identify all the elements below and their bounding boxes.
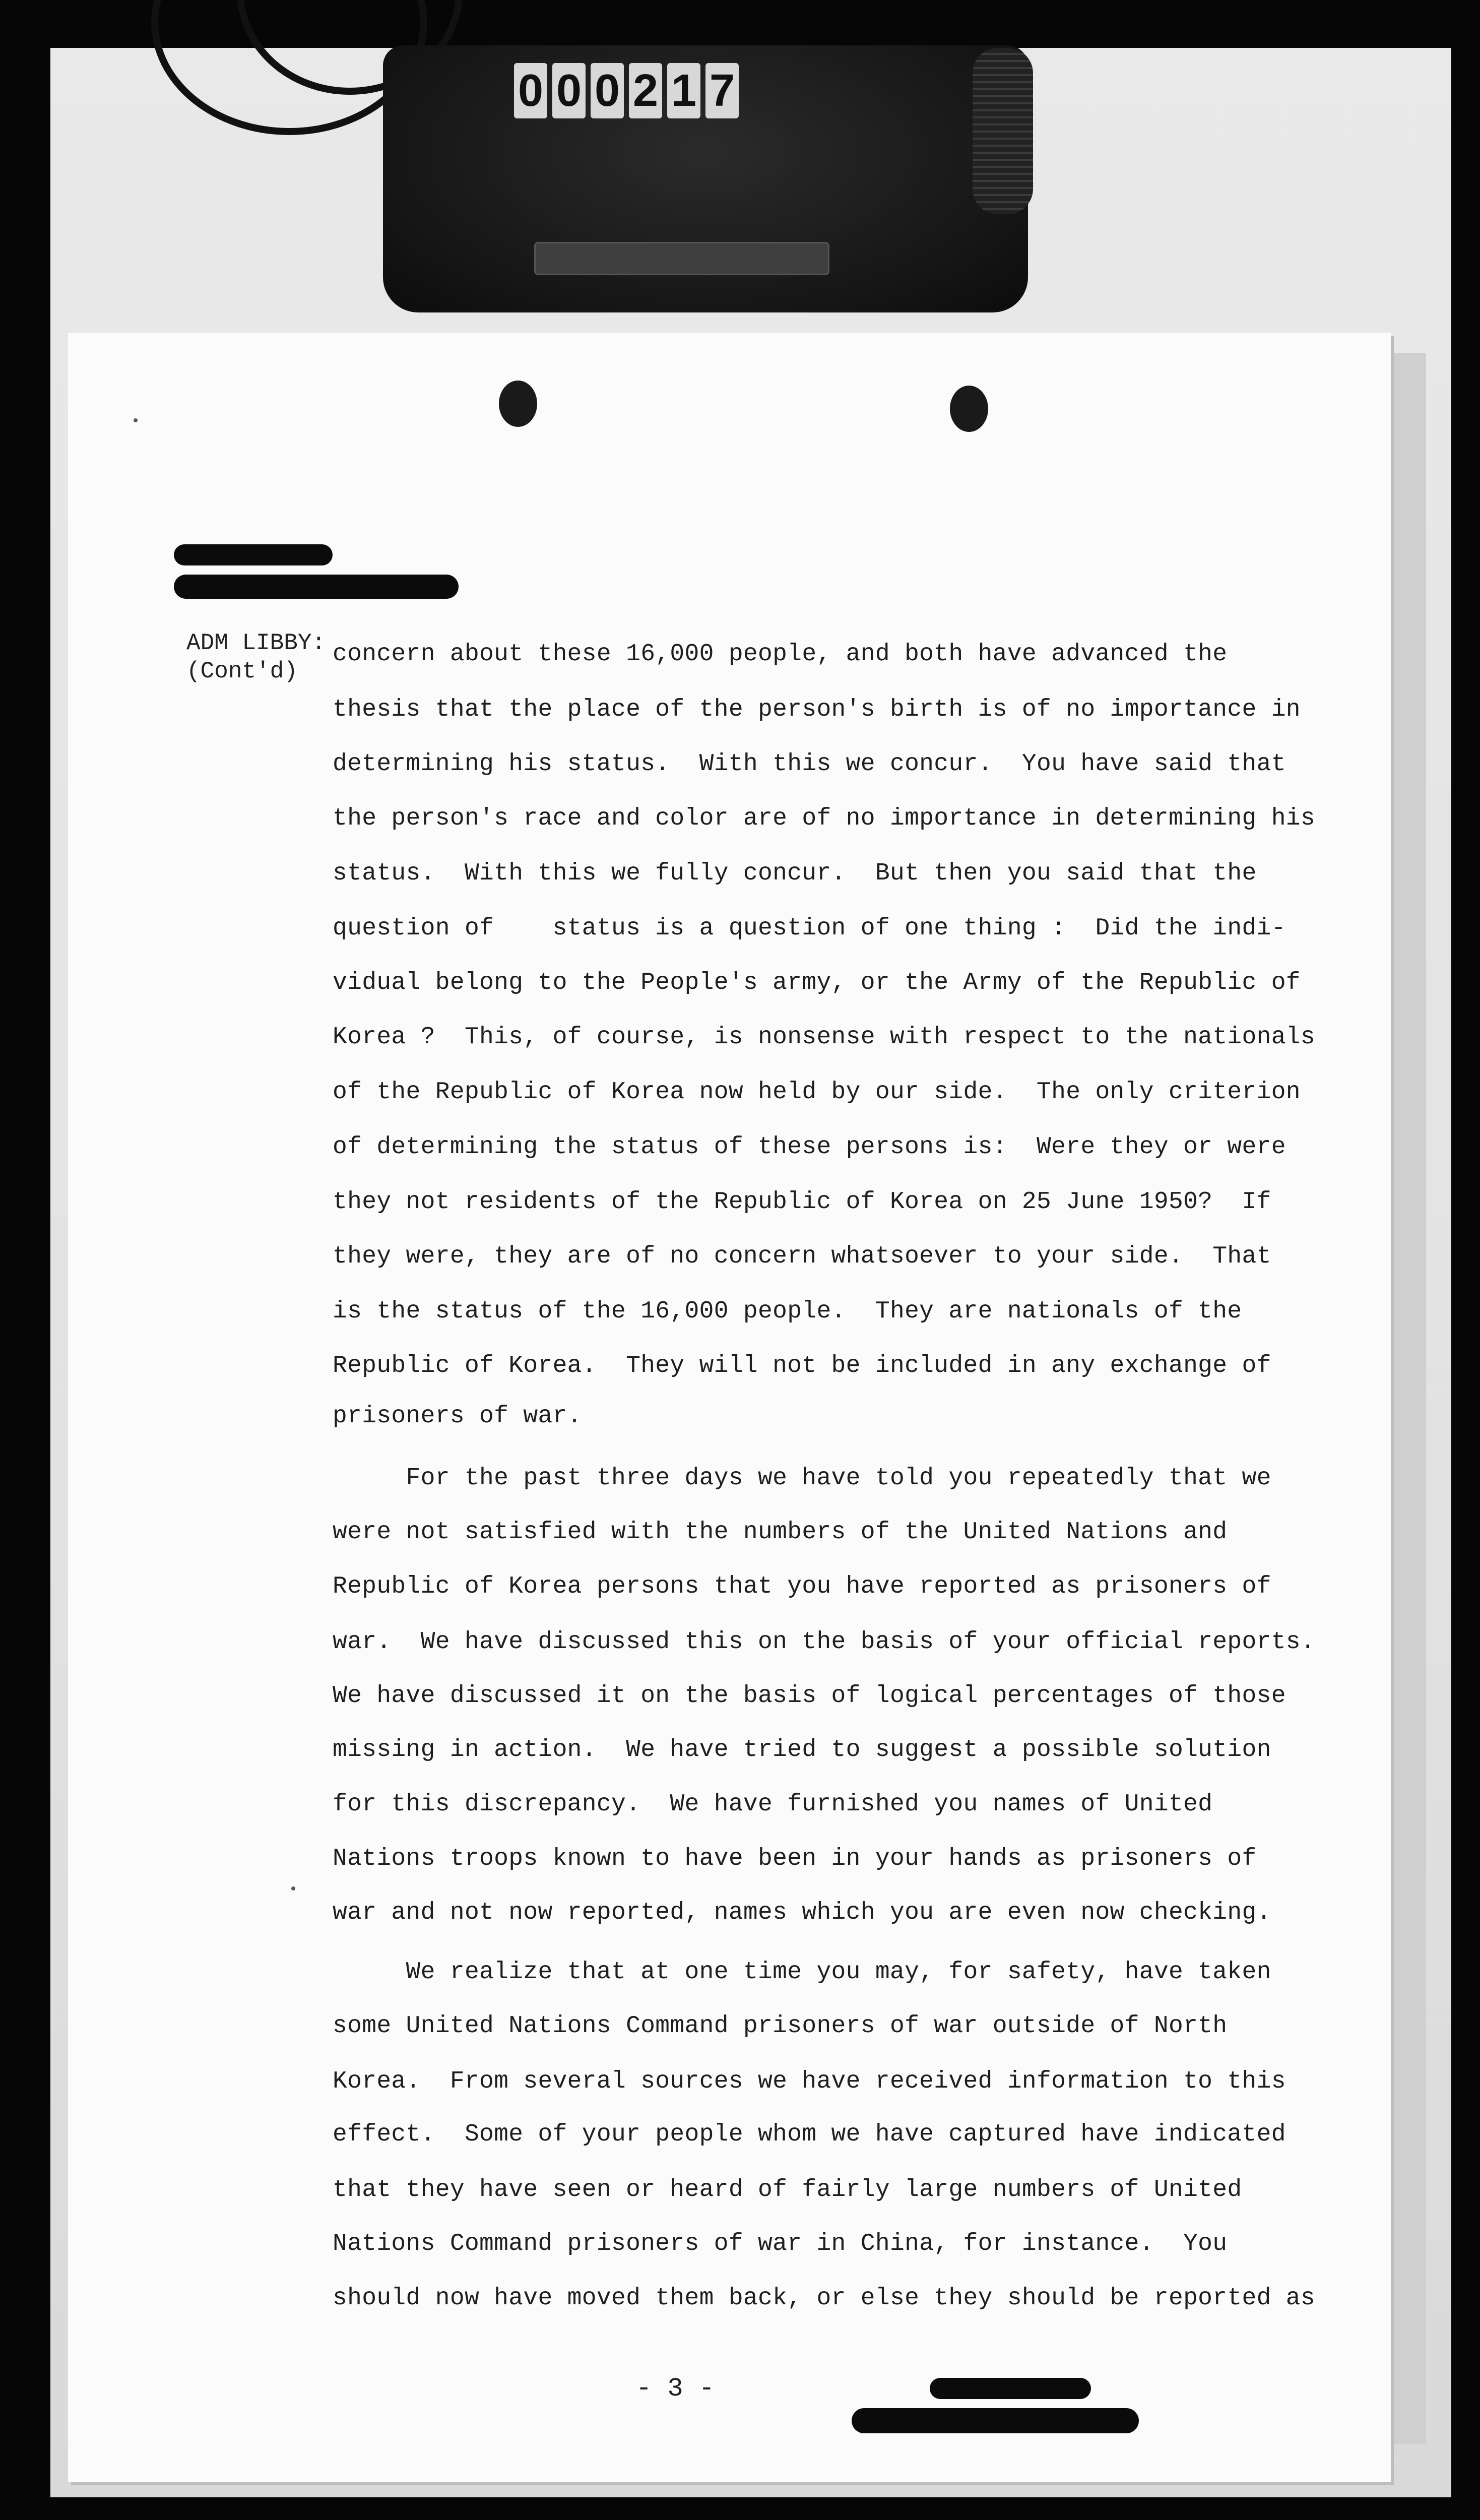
counter-nameplate [534,242,829,275]
text-line: Nations Command prisoners of war in China, for instance. You [333,2230,1228,2257]
text-line: that they have seen or heard of fairly large numbers of United [333,2176,1242,2203]
text-line: concern about these 16,000 people, and both have advanced the [333,641,1228,668]
text-line: prisoners of war. [333,1403,582,1430]
punch-hole-right [950,386,988,432]
text-line: they were, they are of no concern whatsoever to your side. That [333,1243,1271,1270]
paper-speck [291,1886,295,1891]
text-line: missing in action. We have tried to suggest a possible solution [333,1736,1271,1763]
text-line: they not residents of the Republic of Korea on 25 June 1950? If [333,1188,1271,1216]
text-line: were not satisfied with the numbers of the United Nations and [333,1519,1228,1546]
text-line: Korea. From several sources we have received information to this [333,2068,1286,2095]
redaction-bar [174,544,333,565]
counter-digit: 0 [591,63,624,118]
frame-counter-display [514,63,739,118]
redaction-bar [852,2408,1139,2433]
text-line: For the past three days we have told you repeatedly that we [333,1465,1271,1492]
text-line: the person's race and color are of no importance in determining his [333,805,1316,832]
paper-speck [134,418,138,422]
counter-digit: 1 [667,63,700,118]
text-line: is the status of the 16,000 people. They are nationals of the [333,1298,1242,1325]
redaction-bar [174,575,459,599]
page-number: - 3 - [635,2374,715,2404]
text-line: Nations troops known to have been in your hands as prisoners of [333,1845,1257,1872]
counter-digit: 0 [552,63,586,118]
text-line: for this discrepancy. We have furnished you names of United [333,1791,1213,1818]
speaker-label: ADM LIBBY: (Cont'd) [186,630,326,684]
text-line: some United Nations Command prisoners of war outside of North [333,2012,1228,2040]
text-line: war. We have discussed this on the basis of your official reports. [333,1628,1316,1656]
counter-digit: 2 [629,63,662,118]
text-line: status. With this we fully concur. But then you said that the [333,860,1257,887]
text-line: of determining the status of these persons is: Were they or were [333,1133,1286,1161]
punch-hole-left [499,381,537,427]
text-line: We realize that at one time you may, for safety, have taken [333,1959,1271,1986]
text-line: should now have moved them back, or else they should be reported as [333,2285,1316,2312]
redaction-bar [930,2378,1091,2399]
text-line: question of status is a question of one thing : Did the indi- [333,915,1286,942]
text-line: vidual belong to the People's army, or the Army of the Republic of [333,969,1301,996]
counter-digit: 0 [514,63,547,118]
text-line: determining his status. With this we concur. You have said that [333,750,1286,778]
counter-knob [973,48,1033,214]
text-line: We have discussed it on the basis of logical percentages of those [333,1682,1286,1710]
text-line: thesis that the place of the person's birth is of no importance in [333,696,1301,723]
text-line: war and not now reported, names which you are even now checking. [333,1899,1271,1926]
text-line: Republic of Korea persons that you have reported as prisoners of [333,1573,1271,1600]
counter-digit: 7 [705,63,739,118]
text-line: Korea ? This, of course, is nonsense with respect to the nationals [333,1024,1316,1051]
text-line: effect. Some of your people whom we have captured have indicated [333,2121,1286,2148]
text-line: of the Republic of Korea now held by our side. The only criterion [333,1079,1301,1106]
text-line: Republic of Korea. They will not be included in any exchange of [333,1352,1271,1379]
